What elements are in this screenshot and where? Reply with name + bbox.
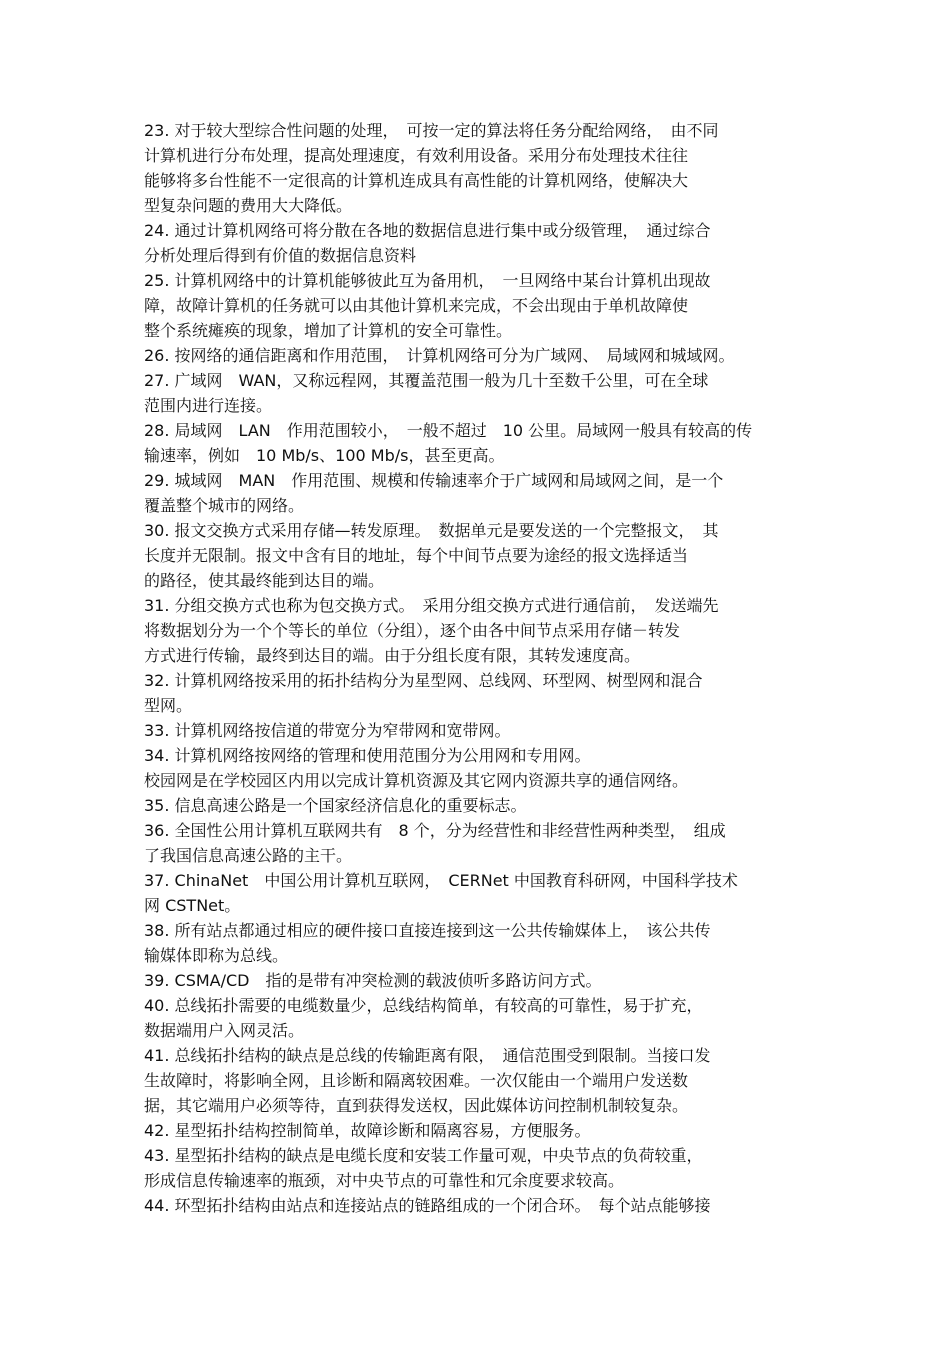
text-line: 整个系统瘫痪的现象，增加了计算机的安全可靠性。 bbox=[144, 321, 513, 340]
text-line: 34. 计算机网络按网络的管理和使用范围分为公用网和专用网。 bbox=[144, 746, 591, 765]
text-line: 37. ChinaNet 中国公用计算机互联网， CERNet 中国教育科研网，中国科学技术 bbox=[144, 871, 738, 890]
text-line: 型网。 bbox=[144, 696, 193, 715]
text-line: 方式进行传输，最终到达目的端。由于分组长度有限，其转发速度高。 bbox=[144, 646, 641, 665]
text-line: 分析处理后得到有价值的数据信息资料 bbox=[144, 246, 417, 265]
text-line: 能够将多台性能不一定很高的计算机连成具有高性能的计算机网络，使解决大 bbox=[144, 171, 689, 190]
text-line: 36. 全国性公用计算机互联网共有 8 个，分为经营性和非经营性两种类型， 组成 bbox=[144, 821, 726, 840]
text-line: 43. 星型拓扑结构的缺点是电缆长度和安装工作量可观，中央节点的负荷较重， bbox=[144, 1146, 703, 1165]
text-line: 33. 计算机网络按信道的带宽分为窄带网和宽带网。 bbox=[144, 721, 511, 740]
text-line: 35. 信息高速公路是一个国家经济信息化的重要标志。 bbox=[144, 796, 527, 815]
text-line: 型复杂问题的费用大大降低。 bbox=[144, 196, 353, 215]
text-line: 42. 星型拓扑结构控制简单，故障诊断和隔离容易，方便服务。 bbox=[144, 1121, 591, 1140]
text-line: 38. 所有站点都通过相应的硬件接口直接连接到这一公共传输媒体上， 该公共传 bbox=[144, 921, 711, 940]
text-line: 生故障时，将影响全网，且诊断和隔离较困难。一次仅能由一个端用户发送数 bbox=[144, 1071, 689, 1090]
text-line: 的路径，使其最终能到达目的端。 bbox=[144, 571, 385, 590]
text-line: 形成信息传输速率的瓶颈，对中央节点的可靠性和冗余度要求较高。 bbox=[144, 1171, 625, 1190]
text-line: 障，故障计算机的任务就可以由其他计算机来完成，不会出现由于单机故障使 bbox=[144, 296, 689, 315]
text-line: 27. 广域网 WAN，又称远程网，其覆盖范围一般为几十至数千公里，可在全球 bbox=[144, 371, 709, 390]
text-line: 网 CSTNet。 bbox=[144, 896, 241, 915]
text-line: 输媒体即称为总线。 bbox=[144, 946, 289, 965]
text-line: 长度并无限制。报文中含有目的地址，每个中间节点要为途经的报文选择适当 bbox=[144, 546, 689, 565]
text-line: 23. 对于较大型综合性问题的处理， 可按一定的算法将任务分配给网络， 由不同 bbox=[144, 121, 719, 140]
text-line: 30. 报文交换方式采用存储—转发原理。 数据单元是要发送的一个完整报文， 其 bbox=[144, 521, 719, 540]
text-line: 32. 计算机网络按采用的拓扑结构分为星型网、总线网、环型网、树型网和混合 bbox=[144, 671, 703, 690]
text-line: 41. 总线拓扑结构的缺点是总线的传输距离有限， 通信范围受到限制。当接口发 bbox=[144, 1046, 711, 1065]
text-line: 将数据划分为一个个等长的单位（分组），逐个由各中间节点采用存储－转发 bbox=[144, 621, 681, 640]
text-line: 44. 环型拓扑结构由站点和连接站点的链路组成的一个闭合环。 每个站点能够接 bbox=[144, 1196, 711, 1215]
text-line: 范围内进行连接。 bbox=[144, 396, 273, 415]
text-line: 40. 总线拓扑需要的电缆数量少，总线结构简单，有较高的可靠性，易于扩充， bbox=[144, 996, 703, 1015]
text-line: 31. 分组交换方式也称为包交换方式。 采用分组交换方式进行通信前， 发送端先 bbox=[144, 596, 719, 615]
text-line: 校园网是在学校园区内用以完成计算机资源及其它网内资源共享的通信网络。 bbox=[144, 771, 689, 790]
text-line: 24. 通过计算机网络可将分散在各地的数据信息进行集中或分级管理， 通过综合 bbox=[144, 221, 711, 240]
text-line: 39. CSMA/CD 指的是带有冲突检测的载波侦听多路访问方式。 bbox=[144, 971, 602, 990]
text-line: 26. 按网络的通信距离和作用范围， 计算机网络可分为广域网、 局域网和城域网。 bbox=[144, 346, 735, 365]
text-line: 据，其它端用户必须等待，直到获得发送权，因此媒体访问控制机制较复杂。 bbox=[144, 1096, 689, 1115]
text-line: 28. 局域网 LAN 作用范围较小， 一般不超过 10 公里。局域网一般具有较高的传 bbox=[144, 421, 753, 440]
text-line: 覆盖整个城市的网络。 bbox=[144, 496, 305, 515]
text-line: 计算机进行分布处理，提高处理速度，有效利用设备。采用分布处理技术往往 bbox=[144, 146, 689, 165]
text-line: 数据端用户入网灵活。 bbox=[144, 1021, 305, 1040]
text-line: 了我国信息高速公路的主干。 bbox=[144, 846, 353, 865]
text-line: 25. 计算机网络中的计算机能够彼此互为备用机， 一旦网络中某台计算机出现故 bbox=[144, 271, 711, 290]
text-line: 输速率，例如 10 Mb/s、100 Mb/s，甚至更高。 bbox=[144, 446, 505, 465]
text-line: 29. 城域网 MAN 作用范围、规模和传输速率介于广域网和局域网之间，是一个 bbox=[144, 471, 724, 490]
document-body bbox=[144, 118, 809, 1218]
